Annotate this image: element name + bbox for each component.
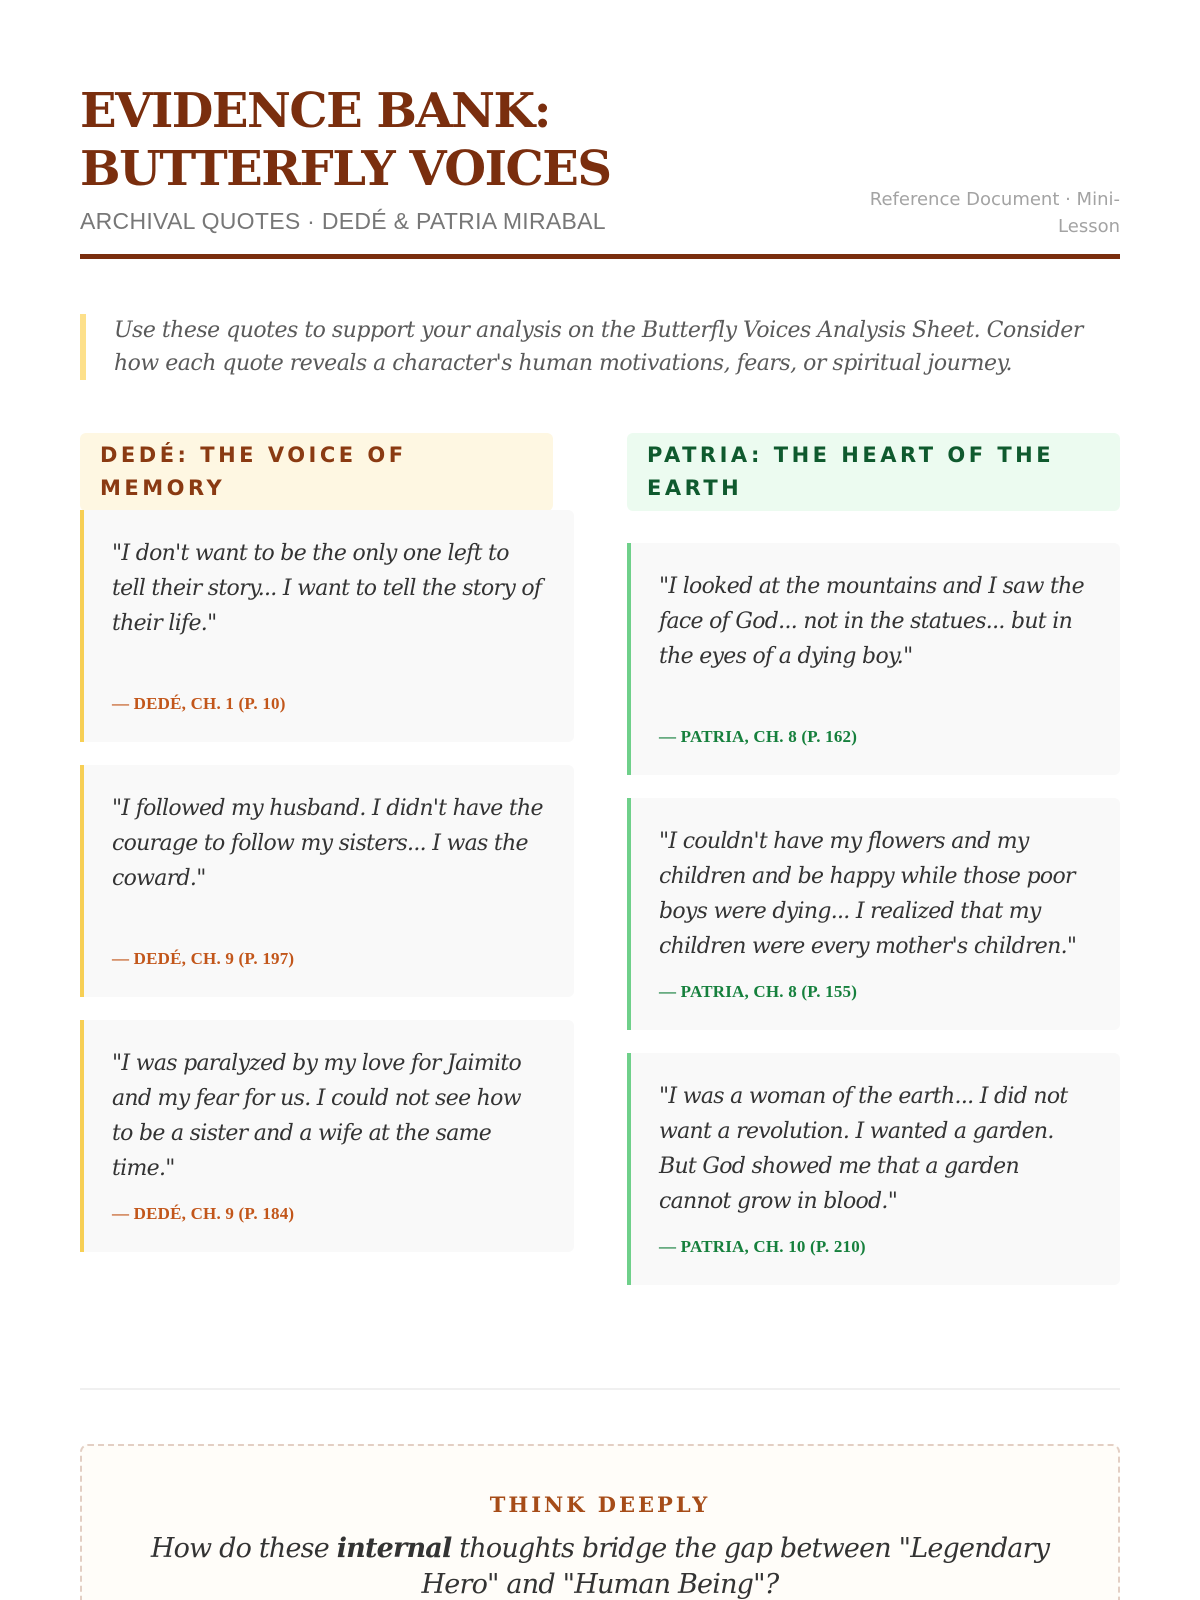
page-header — [80, 82, 1120, 262]
evidence-bank-page — [80, 0, 1120, 1600]
quote-card — [80, 765, 574, 997]
quote-citation: — DEDÉ, CH. 9 (P. 197) — [112, 949, 295, 968]
quote-card — [80, 1020, 574, 1252]
quote-text: "I don't want to be the only one left to tell their story... I want to tell the story of their life." — [112, 541, 542, 636]
quote-text: "I followed my husband. I didn't have the courage to follow my sisters... I was the coward." — [112, 796, 543, 891]
section-divider — [80, 1388, 1120, 1390]
quote-card — [627, 1053, 1120, 1285]
quote-text: "I looked at the mountains and I saw the face of God... not in the statues... but in the eyes of a dying boy." — [659, 574, 1084, 669]
intro-callout: Use these quotes to support your analysis on the Butterfly Voices Analysis Sheet. Consider how each quote reveals a character's human motivations, fears, or spiritual journey. — [80, 314, 1120, 380]
quote-citation: — PATRIA, CH. 8 (P. 162) — [659, 727, 858, 746]
quote-citation: — PATRIA, CH. 8 (P. 155) — [659, 982, 858, 1001]
quote-card — [80, 510, 574, 742]
quote-card — [627, 543, 1120, 775]
think-deeply-box — [80, 1444, 1120, 1600]
quote-card — [627, 798, 1120, 1030]
quote-text: "I couldn't have my flowers and my children and be happy while those poor boys were dying... I realized that my children were every mother's children." — [659, 829, 1077, 959]
quote-text: "I was paralyzed by my love for Jaimito and my fear for us. I could not see how to be a sister and a wife at the same time." — [112, 1051, 522, 1181]
question-emphasis: internal — [336, 1533, 452, 1564]
quote-citation: — DEDÉ, CH. 9 (P. 184) — [112, 1204, 295, 1223]
think-deeply-question — [110, 1531, 1090, 1600]
quote-citation: — PATRIA, CH. 10 (P. 210) — [659, 1237, 866, 1256]
patria-heading: PATRIA: THE HEART OF THE EARTH — [627, 433, 1120, 511]
page-subtitle: ARCHIVAL QUOTES · DEDÉ & PATRIA MIRABAL — [80, 208, 606, 234]
dede-heading: DEDÉ: THE VOICE OF MEMORY — [80, 433, 553, 511]
think-deeply-title: THINK DEEPLY — [489, 1492, 711, 1517]
header-rule — [80, 254, 1120, 259]
page-title: EVIDENCE BANK: BUTTERFLY VOICES — [80, 83, 611, 197]
document-meta: Reference Document · Mini-Lesson — [869, 189, 1120, 237]
question-text-before: How do these — [150, 1533, 337, 1564]
quote-text: "I was a woman of the earth... I did not want a revolution. I wanted a garden. But God showed me that a garden cannot grow in blood." — [659, 1084, 1068, 1214]
quote-citation: — DEDÉ, CH. 1 (P. 10) — [112, 694, 286, 713]
question-text-after: thoughts bridge the gap between "Legendary Hero" and "Human Being"? — [421, 1533, 1050, 1600]
